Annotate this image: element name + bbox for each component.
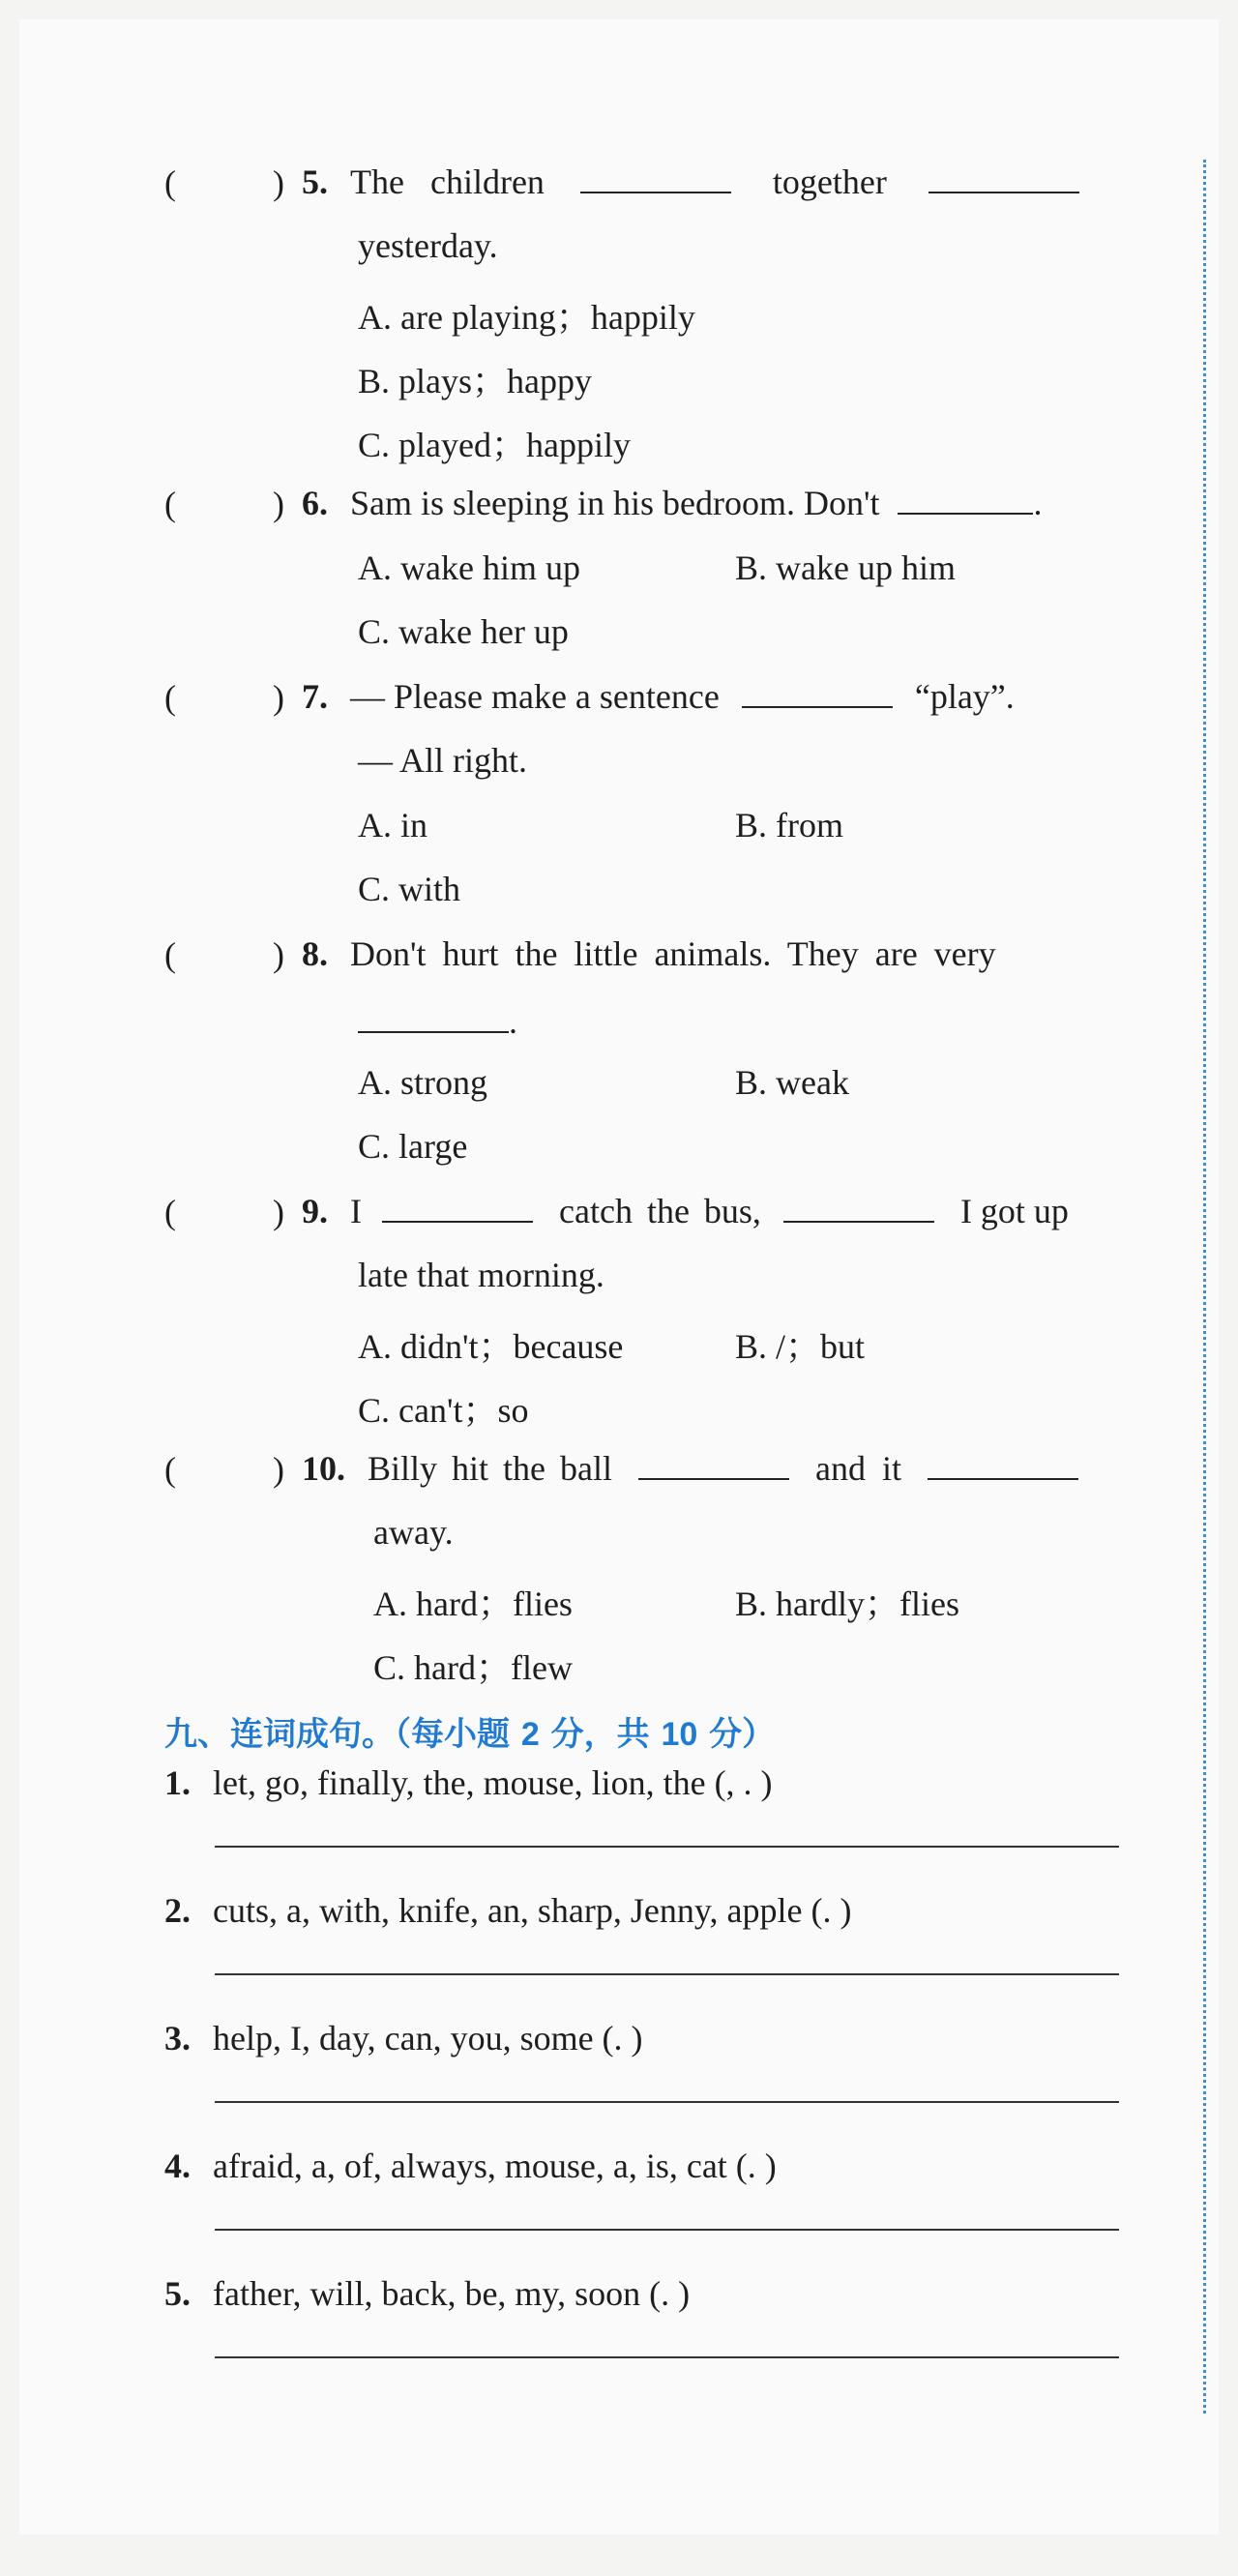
option-b[interactable]: B. hardly；flies xyxy=(735,1584,959,1623)
option-c[interactable]: C. played；happily xyxy=(358,426,631,464)
option-a[interactable]: A. are playing；happily xyxy=(358,298,695,337)
option-b[interactable]: B. weak xyxy=(735,1063,849,1102)
option-a[interactable]: A. wake him up xyxy=(358,548,580,587)
option-c[interactable]: C. large xyxy=(358,1127,468,1166)
question-stem: 9. I catch the bus, I got up xyxy=(302,1192,1069,1230)
answer-line[interactable] xyxy=(215,1973,1119,1975)
sentence-item-3: 3. help, I, day, can, you, some (. ) xyxy=(164,2019,643,2058)
question-stem: 5. The children together xyxy=(302,163,1079,201)
answer-paren-open[interactable]: ( xyxy=(164,163,176,202)
fill-blank[interactable] xyxy=(742,677,893,708)
answer-paren-open[interactable]: ( xyxy=(164,1193,176,1231)
question-stem: 6. Sam is sleeping in his bedroom. Don't . xyxy=(302,484,1043,522)
answer-line[interactable] xyxy=(215,2356,1119,2358)
option-b[interactable]: B. wake up him xyxy=(735,548,956,587)
fill-blank[interactable] xyxy=(580,163,731,193)
answer-line[interactable] xyxy=(215,1846,1119,1848)
option-b[interactable]: B. /；but xyxy=(735,1327,866,1366)
question-stem: 10. Billy hit the ball and it xyxy=(302,1449,1078,1488)
fill-blank[interactable] xyxy=(382,1192,533,1223)
binding-margin-line xyxy=(1203,160,1206,2413)
answer-paren-close: ) xyxy=(273,678,284,717)
answer-paren-open[interactable]: ( xyxy=(164,485,176,523)
option-c[interactable]: C. hard；flew xyxy=(373,1648,573,1687)
fill-blank[interactable] xyxy=(928,1449,1078,1480)
option-b[interactable]: B. from xyxy=(735,806,843,844)
fill-blank[interactable] xyxy=(928,163,1079,193)
answer-line[interactable] xyxy=(215,2101,1119,2103)
option-a[interactable]: A. in xyxy=(358,806,427,844)
answer-paren-close: ) xyxy=(273,935,284,974)
answer-paren-close: ) xyxy=(273,1450,284,1489)
question-stem-cont: . xyxy=(358,1002,517,1041)
option-a[interactable]: A. strong xyxy=(358,1063,487,1102)
section-heading: 九、连词成句。（每小题 2 分，共 10 分） xyxy=(164,1715,776,1754)
question-number: 5. xyxy=(302,163,328,201)
answer-paren-close: ) xyxy=(273,163,284,202)
option-c[interactable]: C. wake her up xyxy=(358,612,569,651)
fill-blank[interactable] xyxy=(783,1192,934,1223)
question-stem: 7. — Please make a sentence “play”. xyxy=(302,677,1015,716)
question-stem-cont: yesterday. xyxy=(358,226,498,265)
sentence-item-2: 2. cuts, a, with, knife, an, sharp, Jenny, apple (. ) xyxy=(164,1891,852,1930)
option-c[interactable]: C. with xyxy=(358,870,461,908)
sentence-item-4: 4. afraid, a, of, always, mouse, a, is, cat (. ) xyxy=(164,2147,777,2185)
question-stem-cont: — All right. xyxy=(358,741,528,780)
answer-paren-open[interactable]: ( xyxy=(164,935,176,974)
fill-blank[interactable] xyxy=(638,1449,789,1480)
answer-line[interactable] xyxy=(215,2229,1119,2231)
sentence-item-1: 1. let, go, finally, the, mouse, lion, the (, . ) xyxy=(164,1763,773,1802)
sentence-item-5: 5. father, will, back, be, my, soon (. ) xyxy=(164,2274,691,2313)
question-stem-cont: away. xyxy=(373,1513,454,1552)
answer-paren-close: ) xyxy=(273,1193,284,1231)
option-a[interactable]: A. didn't；because xyxy=(358,1327,624,1366)
option-b[interactable]: B. plays；happy xyxy=(358,362,592,400)
option-a[interactable]: A. hard；flies xyxy=(373,1584,573,1623)
answer-paren-close: ) xyxy=(273,485,284,523)
answer-paren-open[interactable]: ( xyxy=(164,1450,176,1489)
fill-blank[interactable] xyxy=(358,1002,509,1033)
question-stem-cont: late that morning. xyxy=(358,1256,604,1294)
option-c[interactable]: C. can't；so xyxy=(358,1391,529,1430)
fill-blank[interactable] xyxy=(898,484,1033,515)
question-stem: 8. Don't hurt the little animals. They are very xyxy=(302,934,996,973)
worksheet-page xyxy=(19,19,1219,2534)
answer-paren-open[interactable]: ( xyxy=(164,678,176,717)
